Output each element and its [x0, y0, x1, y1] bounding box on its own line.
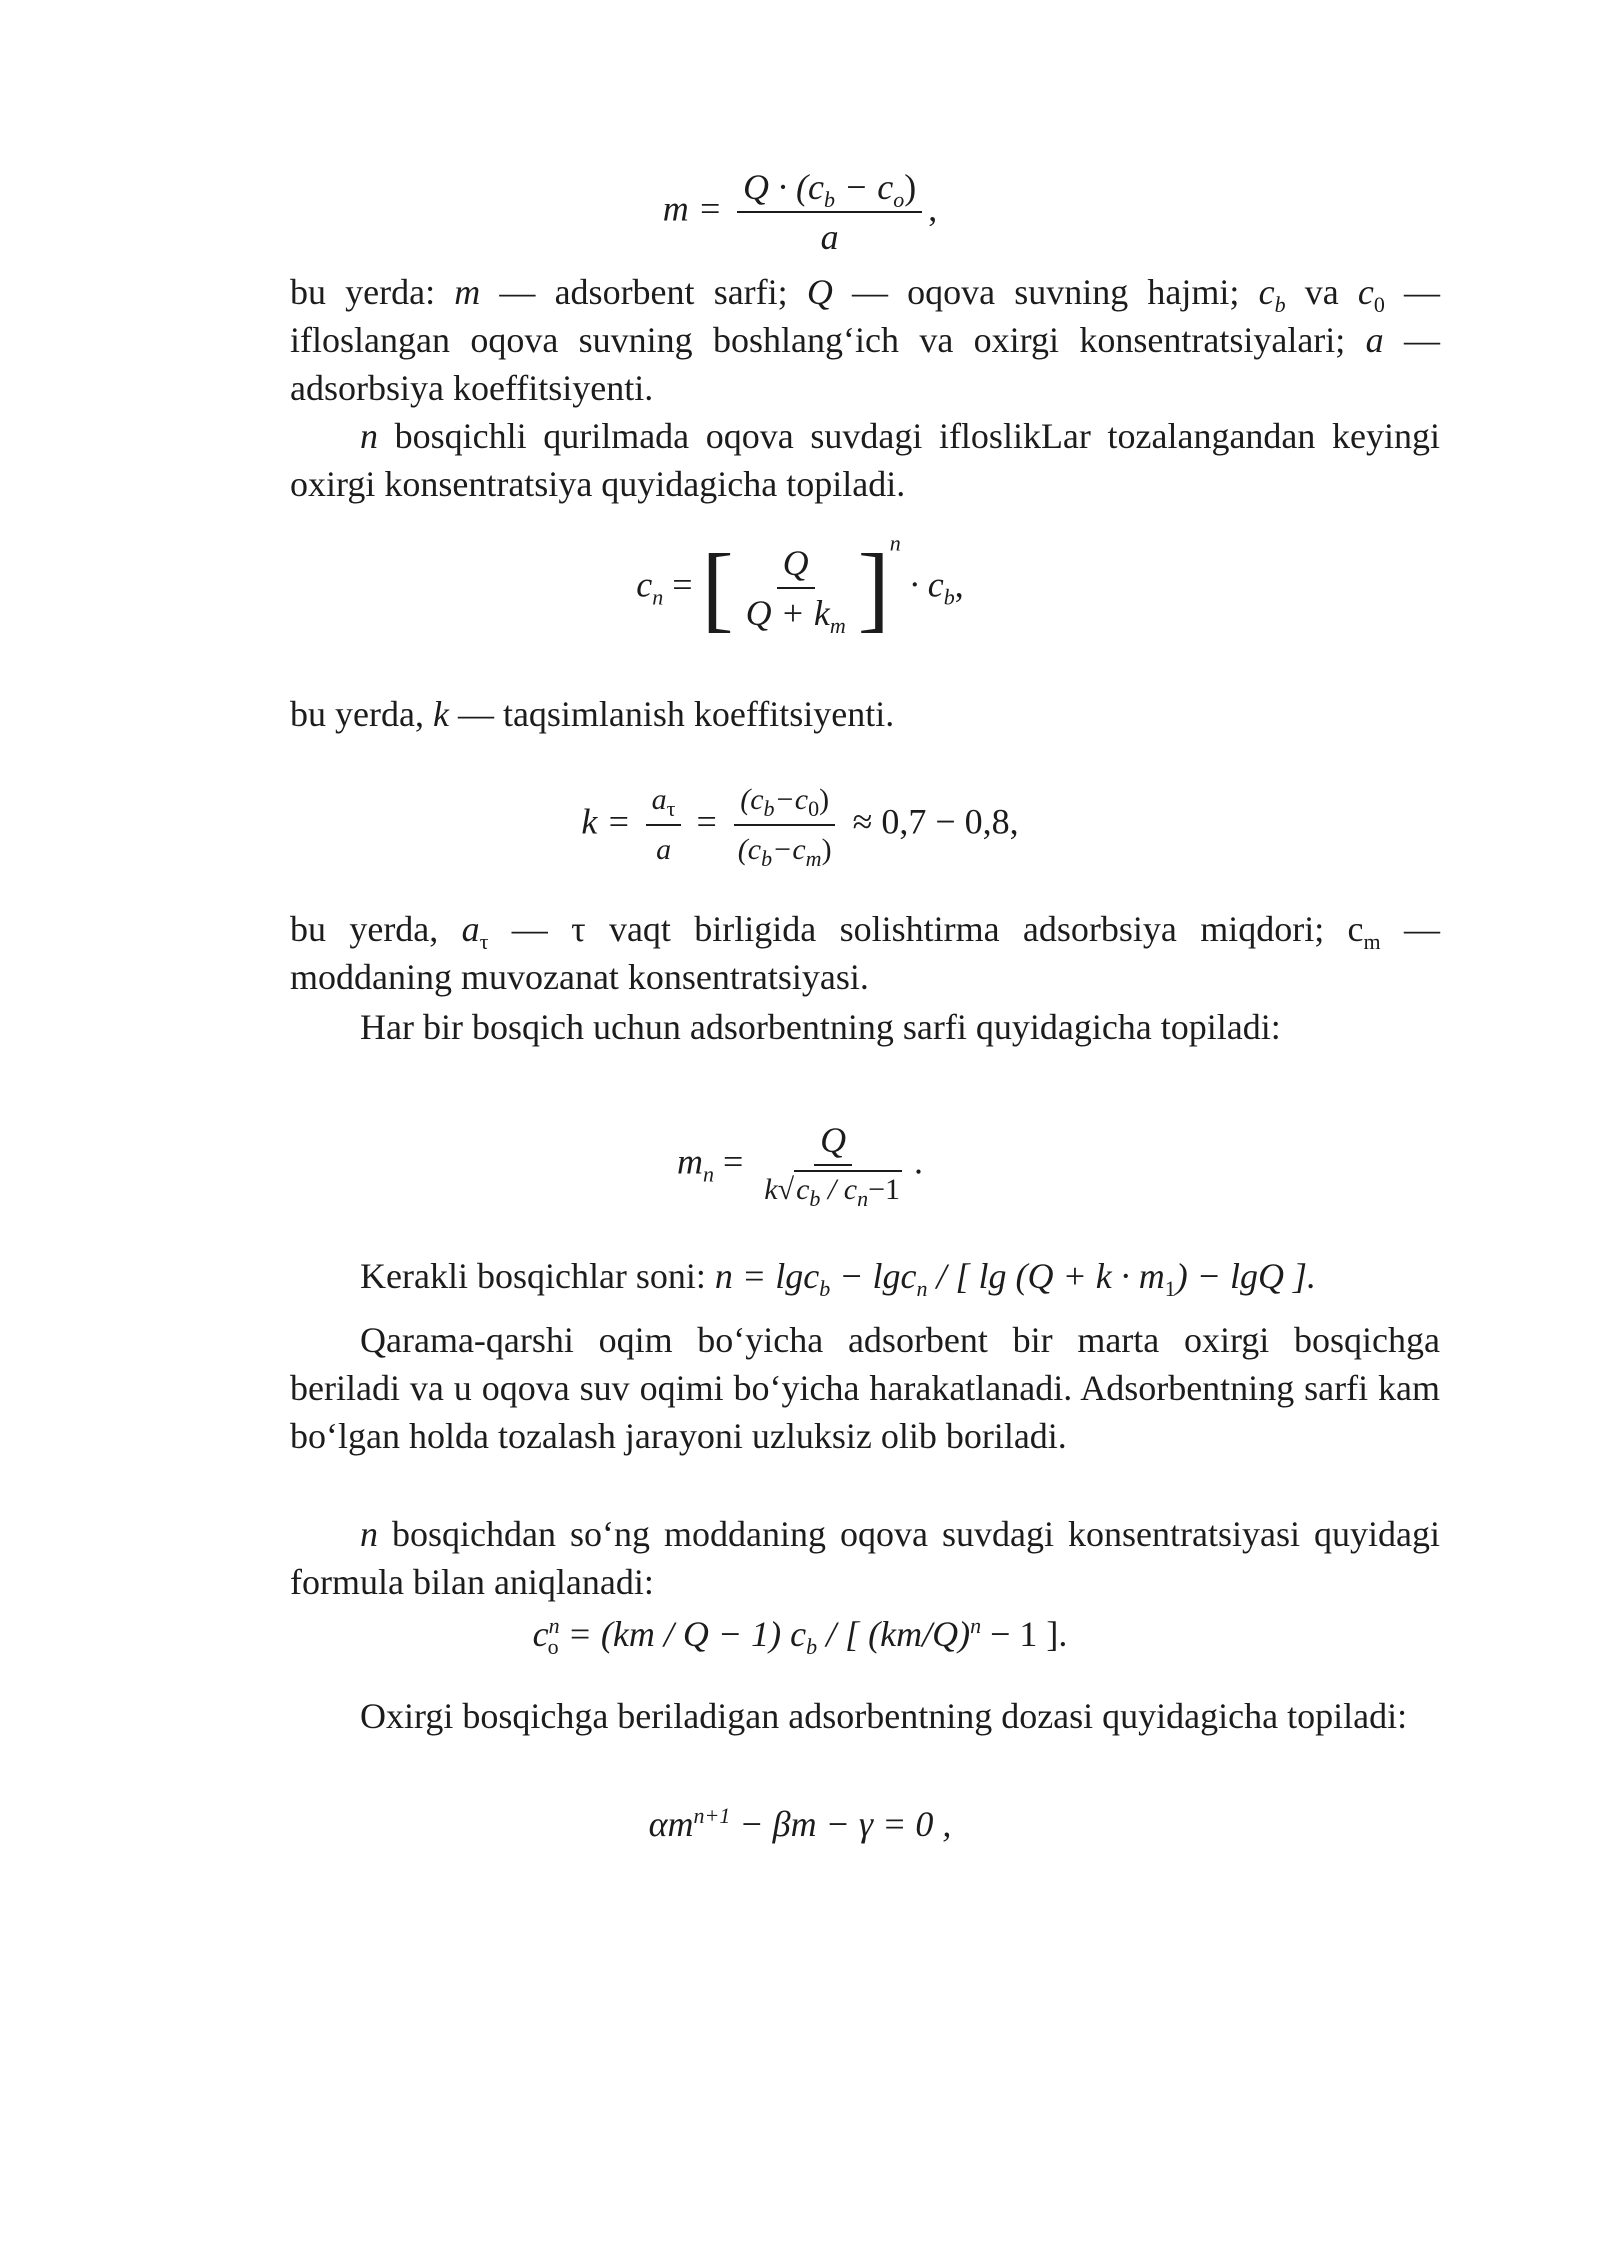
paragraph-distribution-coefficient	[290, 690, 1440, 738]
formula-term: − 1 ].	[981, 1614, 1068, 1654]
formula-subscript: b	[943, 584, 955, 610]
formula-subscript: o	[547, 1634, 559, 1660]
formula-concentration-after-n	[0, 1610, 1600, 1658]
fraction-denominator	[815, 213, 845, 259]
formula-lhs: k =	[581, 801, 631, 842]
fraction	[646, 778, 682, 872]
text-run: Oxirgi bosqichga beriladigan adsorbentning dozasi quyidagicha topiladi:	[360, 1696, 1408, 1736]
formula-term: Q	[820, 1120, 847, 1160]
formula-subscript: τ	[666, 796, 676, 821]
formula-rhs: ≈ 0,7 − 0,8,	[852, 801, 1019, 842]
fraction-numerator	[737, 165, 922, 213]
formula-lhs: c	[636, 564, 653, 605]
formula-term: = (km / Q − 1) c	[558, 1614, 807, 1654]
formula-distribution-coefficient	[0, 778, 1600, 872]
text-run: — taqsimlanish koeffitsiyenti.	[448, 694, 895, 734]
formula-subscript: 1	[1164, 1276, 1176, 1302]
formula-punct: ,	[954, 564, 964, 605]
fraction-numerator	[734, 778, 835, 826]
formula-term: Q + k	[745, 593, 830, 633]
formula-term: )	[821, 833, 832, 866]
formula-term: a	[820, 217, 839, 257]
fraction-denominator	[758, 1166, 908, 1212]
sqrt-sign: √	[777, 1173, 795, 1206]
text-run: Kerakli bosqichlar soni:	[360, 1256, 715, 1296]
variable: k	[432, 694, 449, 734]
formula-term: c	[796, 1173, 810, 1206]
formula-term: )	[819, 783, 830, 816]
text-run: bu yerda,	[290, 694, 433, 734]
fraction	[758, 1118, 908, 1212]
formula-subscript: o	[893, 187, 905, 213]
text-run: — oqova suvning hajmi;	[832, 272, 1259, 312]
formula-term: k	[764, 1173, 778, 1206]
formula-subscript: n	[652, 584, 664, 610]
fraction	[737, 165, 922, 259]
formula-term: =	[713, 1141, 744, 1182]
formula-punct: ,	[928, 188, 938, 229]
variable: a	[461, 909, 480, 949]
variable: c	[1357, 272, 1374, 312]
paragraph-definitions-2	[290, 905, 1440, 1001]
formula-term: − c	[834, 167, 894, 207]
text-run: bosqichdan so‘ng moddaning oqova suvdagi konsentratsiyasi quyidagi formula bilan aniqlanadi:	[290, 1514, 1440, 1602]
formula-term: ) − lgQ ].	[1175, 1256, 1317, 1296]
formula-subscript: n	[857, 1186, 869, 1211]
formula-term: αm	[648, 1804, 694, 1844]
formula-subscript: b	[819, 1276, 831, 1302]
formula-term: =	[696, 801, 717, 842]
radicand	[794, 1170, 902, 1211]
variable-subscript: m	[1363, 929, 1381, 955]
formula-subscript: n	[702, 1161, 714, 1187]
fraction-denominator	[732, 826, 838, 872]
formula-final-concentration	[0, 530, 1600, 641]
formula-term: − lgc	[830, 1256, 917, 1296]
paragraph-last-stage-dose	[290, 1692, 1440, 1740]
paragraph-counter-flow	[290, 1316, 1440, 1460]
formula-term: · c	[909, 564, 944, 605]
formula-subscript: b	[806, 1634, 818, 1660]
formula-term: a	[651, 783, 667, 816]
paragraph-definitions-1	[290, 268, 1440, 412]
text-run: va	[1285, 272, 1358, 312]
variable: Q	[806, 272, 833, 312]
formula-term: (c	[737, 833, 762, 866]
fraction-denominator	[740, 589, 852, 639]
text-run: — moddaning muvozanat konsentratsiyasi.	[290, 909, 1441, 997]
fraction	[740, 541, 852, 639]
formula-term: / c	[820, 1173, 858, 1206]
text-run: — ifloslangan oqova suvning boshlang‘ich va oxirgi konsentratsiyalari;	[290, 272, 1440, 360]
formula-term: a	[656, 833, 672, 866]
fraction-denominator	[650, 826, 677, 872]
formula-subscript: b	[809, 1186, 821, 1211]
right-bracket: ]	[857, 534, 890, 641]
text-run: — τ vaqt birligida solishtirma adsorbsiya miqdori; c	[488, 909, 1364, 949]
text-run: — adsorbsiya koeffitsiyenti.	[290, 320, 1440, 408]
variable: c	[1258, 272, 1275, 312]
formula-term: / [ lg (Q + k · m	[927, 1256, 1165, 1296]
text-run: bu yerda,	[290, 909, 462, 949]
formula-superscript: n	[548, 1613, 560, 1638]
fraction-numerator	[777, 541, 815, 589]
variable-subscript: τ	[479, 929, 489, 955]
paragraph-n-stage	[290, 412, 1440, 508]
fraction-numerator	[814, 1118, 852, 1166]
variable: n	[360, 1514, 378, 1554]
formula-term: (c	[740, 783, 764, 816]
variable: m	[454, 272, 481, 312]
formula-term: −1	[868, 1173, 900, 1206]
formula-term: )	[904, 167, 917, 207]
variable: n	[360, 416, 378, 456]
formula-adsorbent-consumption	[0, 165, 1600, 259]
paragraph-stage-consumption	[290, 1003, 1440, 1051]
fraction	[732, 778, 838, 872]
formula-term: −c	[772, 833, 806, 866]
variable: a	[1365, 320, 1384, 360]
formula-exponent: n	[889, 530, 901, 556]
formula-punct: .	[914, 1141, 923, 1182]
formula-subscript: 0	[808, 796, 820, 821]
formula-subscript: b	[823, 187, 835, 213]
formula-superscript: n+1	[693, 1803, 731, 1828]
formula-term: n = lgc	[714, 1256, 820, 1296]
formula-subscript: n	[916, 1276, 928, 1302]
formula-stage-consumption	[0, 1118, 1600, 1212]
formula-term: Q	[782, 543, 809, 583]
fraction-numerator	[646, 778, 682, 826]
formula-subscript: m	[805, 846, 822, 871]
formula-subscript: b	[763, 796, 775, 821]
text-run: — adsorbent sarfi;	[480, 272, 807, 312]
variable-subscript: 0	[1373, 292, 1385, 318]
formula-dose-equation	[0, 1800, 1600, 1848]
paragraph-after-n-stages	[290, 1510, 1440, 1606]
formula-term: Q · (c	[743, 167, 824, 207]
formula-term: − βm − γ = 0 ,	[730, 1804, 952, 1844]
formula-lhs: c	[532, 1614, 549, 1654]
formula-subscript: m	[829, 613, 846, 639]
text-run: Qarama-qarshi oqim bo‘yicha adsorbent bir marta oxirgi bosqichga beriladi va u oqova suv oqimi bo‘yicha harakatlanadi. Adsorbentning sarfi kam bo‘lgan holda tozalash jarayoni uzluksiz olib boriladi.	[290, 1320, 1440, 1456]
text-run: bu yerda:	[290, 272, 455, 312]
variable-subscript: b	[1274, 292, 1286, 318]
formula-lhs: m	[676, 1141, 703, 1182]
formula-term: / [ (km/Q)	[817, 1614, 971, 1654]
paragraph-stage-count	[290, 1252, 1440, 1300]
formula-term: =	[663, 564, 693, 605]
text-run: bosqichli qurilmada oqova suvdagi ifloslikLar tozalangandan keyingi oxirgi konsentratsiya quyidagicha topiladi.	[290, 416, 1440, 504]
text-run: Har bir bosqich uchun adsorbentning sarfi quyidagicha topiladi:	[360, 1007, 1281, 1047]
formula-term: −c	[774, 783, 809, 816]
formula-superscript: n	[970, 1613, 982, 1638]
formula-subscript: b	[761, 846, 773, 871]
formula-lhs: m =	[662, 188, 723, 229]
left-bracket: [	[701, 534, 734, 641]
